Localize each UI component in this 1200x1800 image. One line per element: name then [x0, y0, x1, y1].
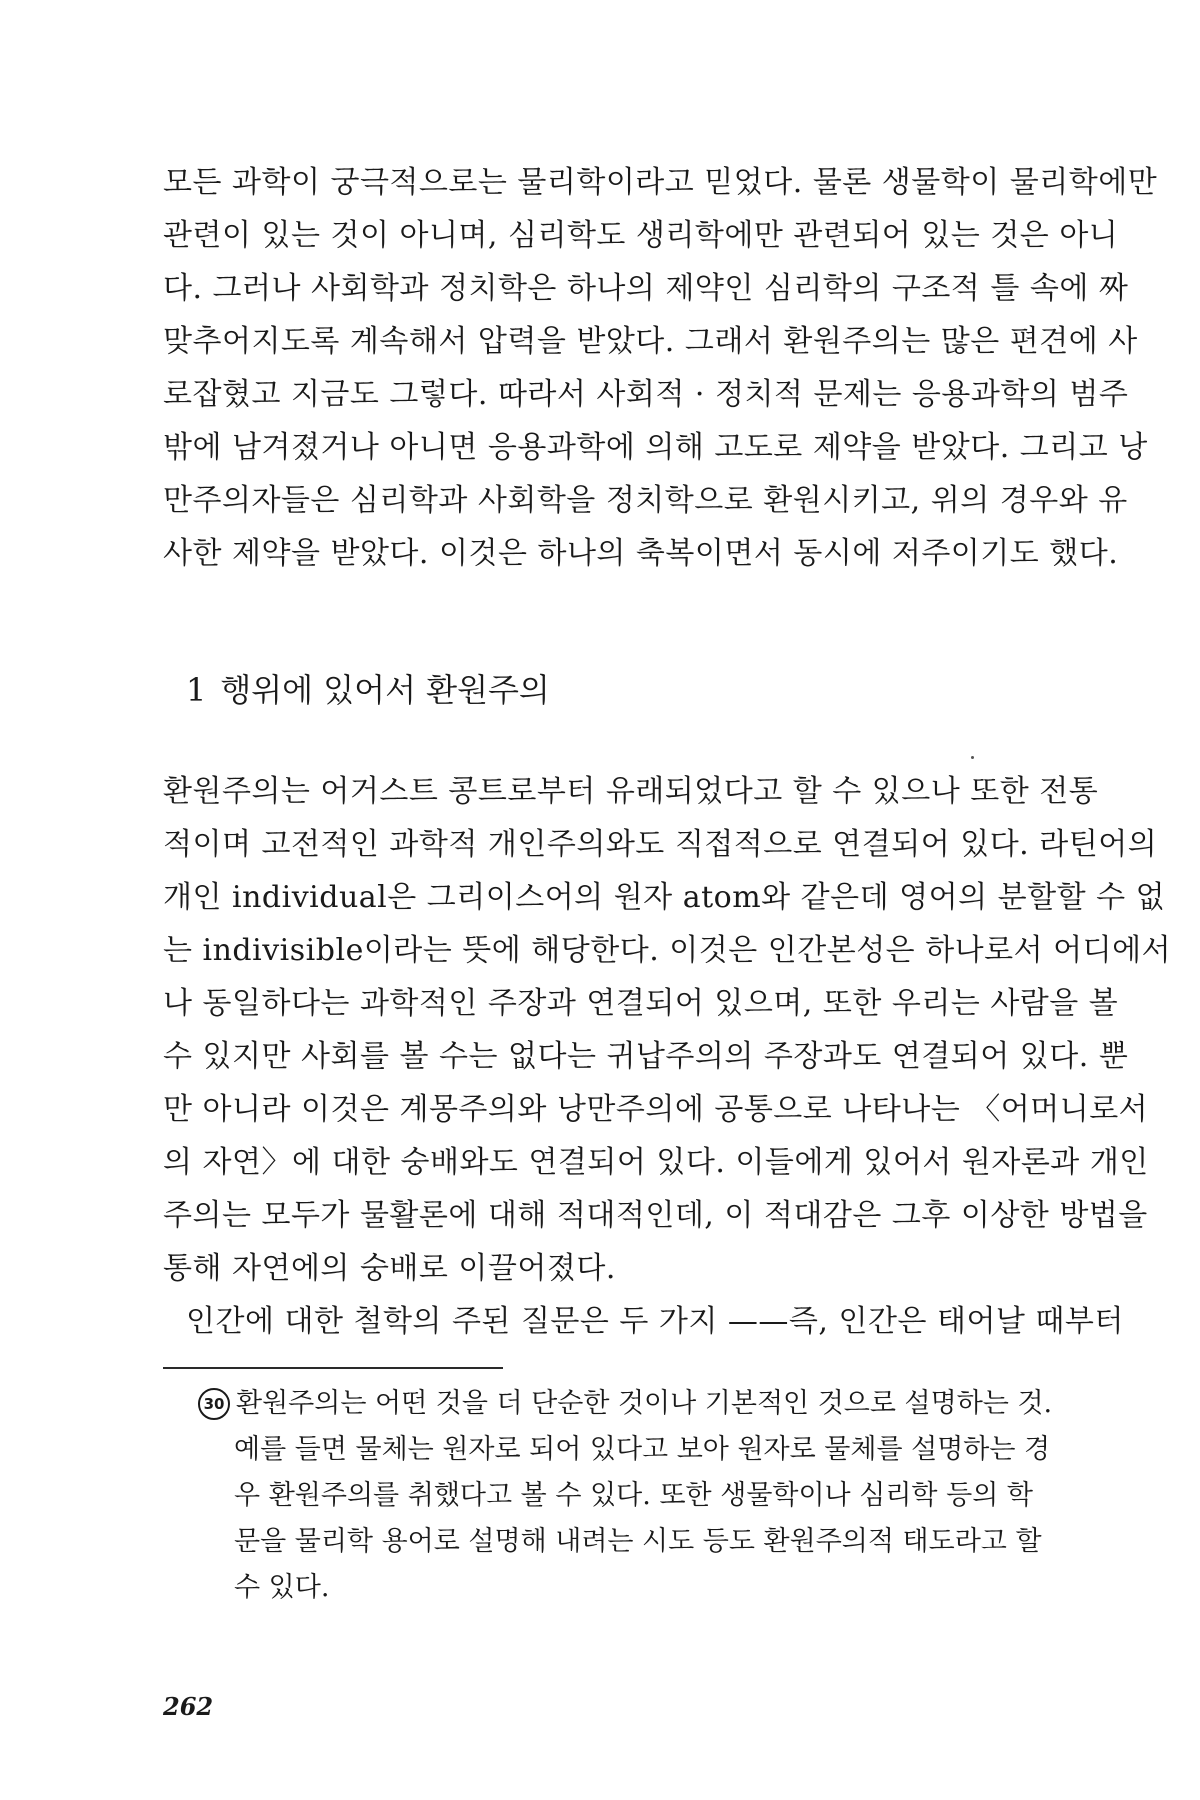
text-line: 의 자연〉에 대한 숭배와도 연결되어 있다. 이들에게 있어서 원자론과 개인	[163, 1145, 1149, 1180]
text-line: 개인 individual은 그리이스어의 원자 atom와 같은데 영어의 분할할 수 없	[163, 880, 1166, 915]
footnote-line: 문을 물리학 용어로 설명해 내려는 시도 등도 환원주의적 태도라고 할	[234, 1526, 1042, 1557]
section-heading	[186, 668, 550, 712]
footnote-rule	[163, 1367, 503, 1369]
text-line: 만주의자들은 심리학과 사회학을 정치학으로 환원시키고, 위의 경우와 유	[163, 483, 1128, 518]
footnote-line: 30 환원주의는 어떤 것을 더 단순한 것이나 기본적인 것으로 설명하는 것.	[198, 1385, 1033, 1423]
text-line: 적이며 고전적인 과학적 개인주의와도 직접적으로 연결되어 있다. 라틴어의	[163, 827, 1158, 862]
footnote-line: 수 있다.	[234, 1572, 330, 1603]
footnote-line: 예를 들면 물체는 원자로 되어 있다고 보아 원자로 물체를 설명하는 경	[234, 1434, 1051, 1465]
text-line: 모든 과학이 궁극적으로는 물리학이라고 믿었다. 물론 생물학이 물리학에만	[163, 165, 1158, 200]
text-line: 환원주의는 어거스트 콩트로부터 유래되었다고 할 수 있으나 또한 전통	[163, 774, 1099, 809]
text-line: 다. 그러나 사회학과 정치학은 하나의 제약인 심리학의 구조적 틀 속에 짜	[163, 271, 1129, 306]
text-line: 수 있지만 사회를 볼 수는 없다는 귀납주의의 주장과도 연결되어 있다. 뿐	[163, 1039, 1129, 1074]
text-line: 는 indivisible이라는 뜻에 해당한다. 이것은 인간본성은 하나로서 어디에서	[163, 933, 1172, 968]
text-line: 사한 제약을 받았다. 이것은 하나의 축복이면서 동시에 저주이기도 했다.	[163, 536, 1119, 571]
page-number: 262	[163, 1692, 214, 1721]
text-line: 관련이 있는 것이 아니며, 심리학도 생리학에만 관련되어 있는 것은 아니	[163, 218, 1119, 253]
text-line: 만 아니라 이것은 계몽주의와 낭만주의에 공통으로 나타나는 〈어머니로서	[163, 1092, 1149, 1127]
text-line: 인간에 대한 철학의 주된 질문은 두 가지 ——즉, 인간은 태어날 때부터	[186, 1304, 1124, 1339]
section-title: 행위에 있어서 환원주의	[220, 671, 550, 709]
text-line: 주의는 모두가 물활론에 대해 적대적인데, 이 적대감은 그후 이상한 방법을	[163, 1198, 1148, 1233]
text-line: 통해 자연에의 숭배로 이끌어졌다.	[163, 1251, 616, 1286]
text-line: 밖에 남겨졌거나 아니면 응용과학에 의해 고도로 제약을 받았다. 그리고 낭	[163, 430, 1148, 465]
footnote-line: 우 환원주의를 취했다고 볼 수 있다. 또한 생물학이나 심리학 등의 학	[234, 1480, 1033, 1511]
stray-mark	[971, 756, 974, 759]
footnote-marker: 30	[198, 1388, 230, 1420]
text-line: 나 동일하다는 과학적인 주장과 연결되어 있으며, 또한 우리는 사람을 볼	[163, 986, 1119, 1021]
text-line: 로잡혔고 지금도 그렇다. 따라서 사회적 · 정치적 문제는 응용과학의 범주	[163, 377, 1129, 412]
section-number: 1	[186, 671, 207, 709]
text-line: 맞추어지도록 계속해서 압력을 받았다. 그래서 환원주의는 많은 편견에 사	[163, 324, 1138, 359]
